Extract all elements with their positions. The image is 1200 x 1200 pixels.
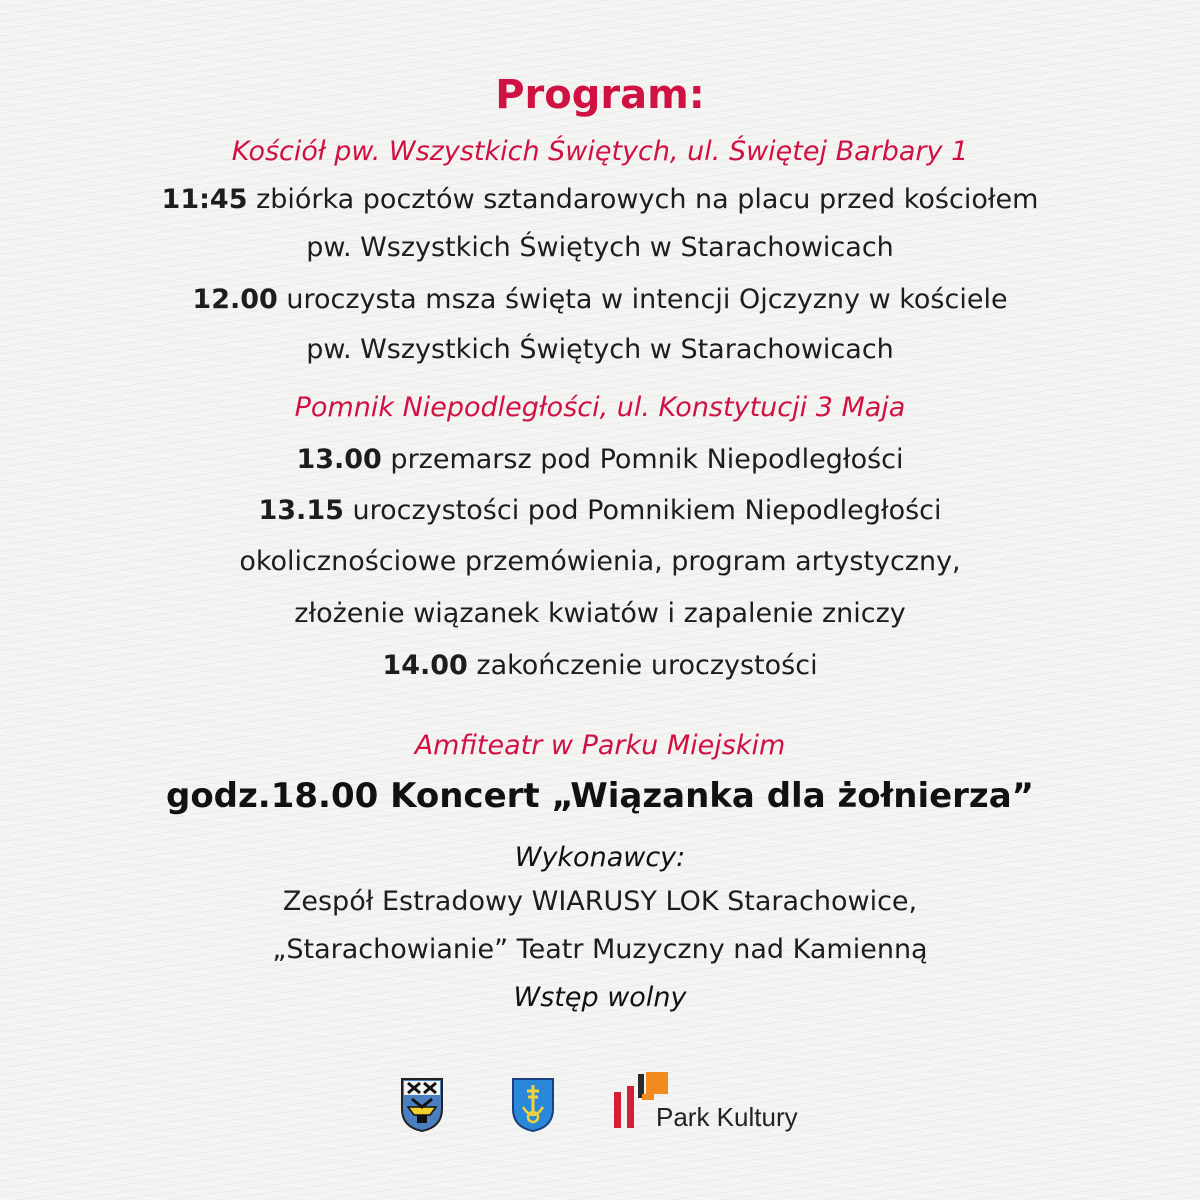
item-text-1400: zakończenie uroczystości xyxy=(467,650,818,681)
county-coat-of-arms-icon xyxy=(511,1077,555,1133)
item-text-1315: uroczystości pod Pomnikiem Niepodległości xyxy=(343,495,942,526)
concert-headline: godz.18.00 Koncert „Wiązanka dla żołnierza” xyxy=(165,776,1034,816)
venue-monument: Pomnik Niepodległości, ul. Konstytucji 3 Maja xyxy=(294,392,906,423)
program-item-1145 xyxy=(0,184,1200,215)
program-item-1200-cont: pw. Wszystkich Świętych w Starachowicach xyxy=(306,334,894,365)
program-item-1300 xyxy=(0,444,1200,475)
program-item-1315-cont1: okolicznościowe przemówienia, program artystyczny, xyxy=(239,546,961,577)
performer-1: Zespół Estradowy WIARUSY LOK Starachowice, xyxy=(282,886,918,917)
performer-2: „Starachowianie” Teatr Muzyczny nad Kamienną xyxy=(272,934,928,965)
park-kultury-label: Park Kultury xyxy=(656,1102,798,1132)
entry-info: Wstęp wolny xyxy=(513,982,687,1013)
item-text-1300: przemarsz pod Pomnik Niepodległości xyxy=(381,444,904,475)
item-text-1145: zbiórka pocztów sztandarowych na placu przed kościołem xyxy=(247,184,1039,215)
venue-amphitheatre: Amfiteatr w Parku Miejskim xyxy=(414,730,786,761)
program-item-1315 xyxy=(0,495,1200,526)
program-item-1315-cont2: złożenie wiązanek kwiatów i zapalenie zniczy xyxy=(294,598,906,629)
time-1200: 12.00 xyxy=(192,284,278,315)
time-1400: 14.00 xyxy=(382,650,468,681)
city-coat-of-arms-icon xyxy=(400,1077,444,1133)
venue-church: Kościół pw. Wszystkich Świętych, ul. Świętej Barbary 1 xyxy=(231,136,969,167)
item-text-1200: uroczysta msza święta w intencji Ojczyzny w kościele xyxy=(277,284,1008,315)
time-1145: 11:45 xyxy=(161,184,248,215)
program-title: Program: xyxy=(495,72,705,118)
time-1315: 13.15 xyxy=(258,495,344,526)
logos-row xyxy=(0,1070,1200,1140)
program-item-1400 xyxy=(0,650,1200,681)
performers-label: Wykonawcy: xyxy=(514,842,686,873)
program-item-1200 xyxy=(0,284,1200,315)
time-1300: 13.00 xyxy=(296,444,382,475)
program-item-1145-cont: pw. Wszystkich Świętych w Starachowicach xyxy=(306,232,894,263)
